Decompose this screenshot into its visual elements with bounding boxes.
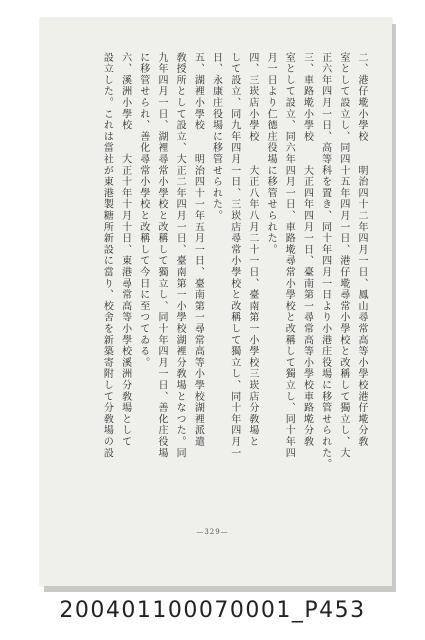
text-line: 九年四月一日、湖裡尋常小學校と改稱して獨立し、同十年四月一日、善化庄役場 [155,52,167,459]
image-caption: 200401100070001_P453 [59,598,366,623]
text-line: に移管せられ、善化尋常小學校と改稱して今日に至つてゐる。 [137,52,149,369]
text-line: 正六年四月一日、高等科を置き、同十年四月一日より小港庄役場に移管せられた。 [319,52,331,471]
text-line: して設立、同九年四月一日、三崁店尋常小學校と改稱して獨立し、同十年四月一 [228,52,240,459]
text-line: 六、溪洲小學校 大正十年十月十日、東港尋常高等小學校溪洲分敎場として [119,52,131,448]
text-line: 二、港仔墘小學校 明治四十二年四月一日、鳳山尋常高等小學校港仔墘分敎 [356,52,367,448]
text-line: 設立した。これは當社が東港製糖所新設に當り、校舍を新築寄附して分敎場の設 [101,52,113,459]
text-line: 室として設立、同六年四月一日、車路墘尋常小學校と改稱して獨立し、同十年四 [283,52,295,459]
text-line: 月一日より仁德庄役場に移管せられた。 [265,52,277,256]
text-line: 日、永康庄役場に移管せられた。 [210,52,222,222]
text-line: 三、車路墘小學校 大正四年四月一日、臺南第一尋常高等小學校車路墘分敎 [301,52,313,448]
text-line: 室として設立し、同四十五年四月一日、港仔墘尋常小學校と改稱して獨立し、大 [337,52,349,459]
text-line: 五、湖裡小學校 明治四十一年五月一日、臺南第一尋常高等小學校湖裡派遣 [192,52,204,448]
text-line: 敎授所として設立、大正二年四月一日、臺南第一小學校湖裡分敎場となつた。同 [174,52,186,459]
vertical-text-block [78,52,368,522]
page-number: —329— [196,528,229,536]
text-line: 四、三崁店小學校 大正八年八月二十一日、臺南第一小學校三崁店分敎場と [246,52,258,448]
